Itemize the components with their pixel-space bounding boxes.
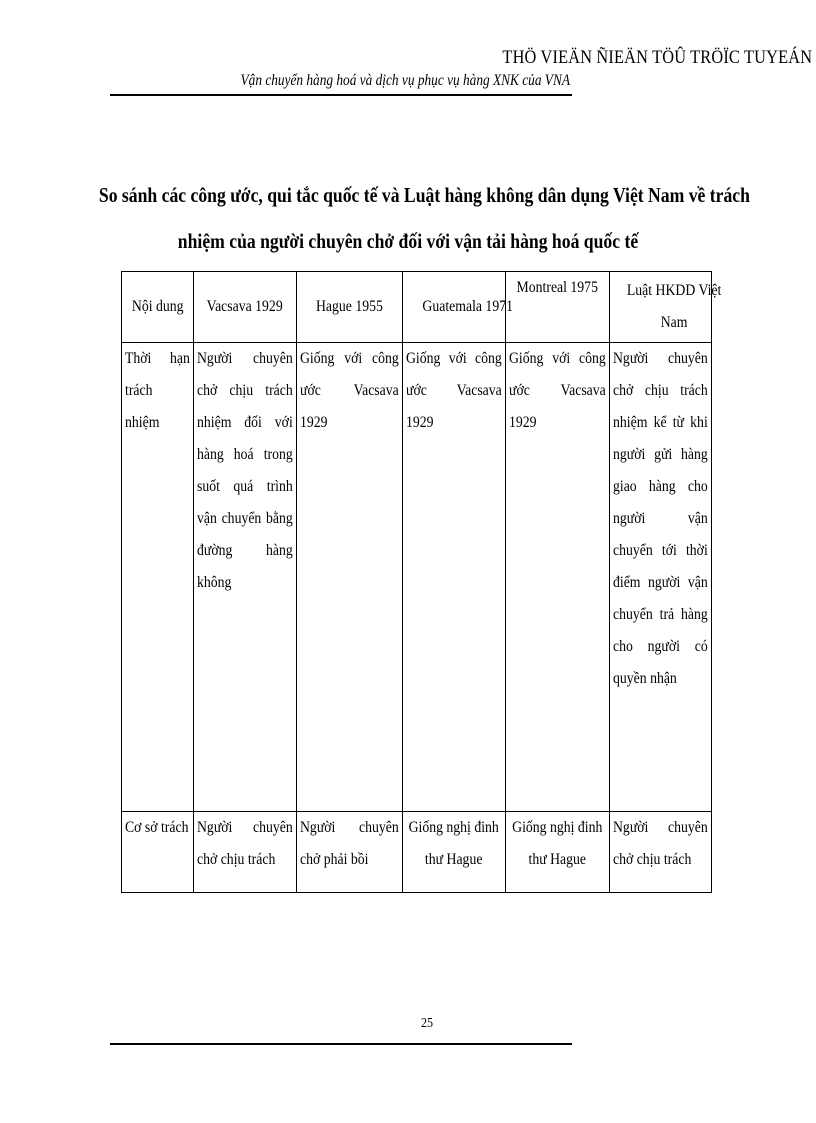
cell-montreal: Giống với công ước Vacsava 1929: [506, 343, 610, 812]
header-cell-guatemala: Guatemala 1971: [403, 272, 506, 343]
cell-hague: Giống với công ước Vacsava 1929: [297, 343, 403, 812]
library-watermark: THÖ VIEÄN ÑIEÄN TÖÛ TRÖÏC TUYEÁN: [502, 47, 812, 68]
cell-vacsava: Người chuyên chở chịu trách nhiệm đối với hàng hoá trong suốt quá trình vận chuyển bằng đường hàng không: [194, 343, 297, 812]
comparison-table: [121, 271, 722, 893]
cell-guatemala: Giống nghị đinh thư Hague: [403, 812, 506, 893]
cell-hague: Người chuyên chở phải bồi: [297, 812, 403, 893]
header-cell-vietnam-law: Luật HKDD Việt Nam: [610, 272, 712, 343]
table-header-row: [122, 272, 712, 343]
cell-topic: Cơ sở trách: [122, 812, 194, 893]
cell-vacsava: Người chuyên chở chịu trách: [194, 812, 297, 893]
running-header: Vận chuyển hàng hoá và dịch vụ phục vụ hàng XNK của VNA: [240, 72, 570, 89]
section-title: [98, 172, 750, 264]
cell-topic: Thời hạn trách nhiệm: [122, 343, 194, 812]
header-cell-topic: Nội dung: [122, 272, 194, 343]
table-row: [122, 343, 712, 812]
cell-guatemala: Giống với công ước Vacsava 1929: [403, 343, 506, 812]
title-line-2: nhiệm của người chuyên chở đối với vận tải hàng hoá quốc tế: [177, 229, 639, 253]
header-cell-hague: Hague 1955: [297, 272, 403, 343]
header-cell-vacsava: Vacsava 1929: [194, 272, 297, 343]
header-cell-montreal: Montreal 1975: [506, 272, 610, 343]
footer-rule: [110, 1043, 572, 1045]
table-row: [122, 812, 712, 893]
cell-vietnam-law: Người chuyên chở chịu trách nhiệm kể từ khi người gửi hàng giao hàng cho người vận chuyển tới thời điểm người vận chuyển trả hàng cho người có quyền nhận: [610, 343, 712, 812]
cell-vietnam-law: Người chuyên chở chịu trách: [610, 812, 712, 893]
title-line-1: So sánh các công ước, qui tắc quốc tế và Luật hàng không dân dụng Việt Nam về trách: [98, 183, 750, 207]
header-rule: [110, 94, 572, 96]
page-number: 25: [420, 1016, 434, 1031]
cell-montreal: Giống nghị đinh thư Hague: [506, 812, 610, 893]
